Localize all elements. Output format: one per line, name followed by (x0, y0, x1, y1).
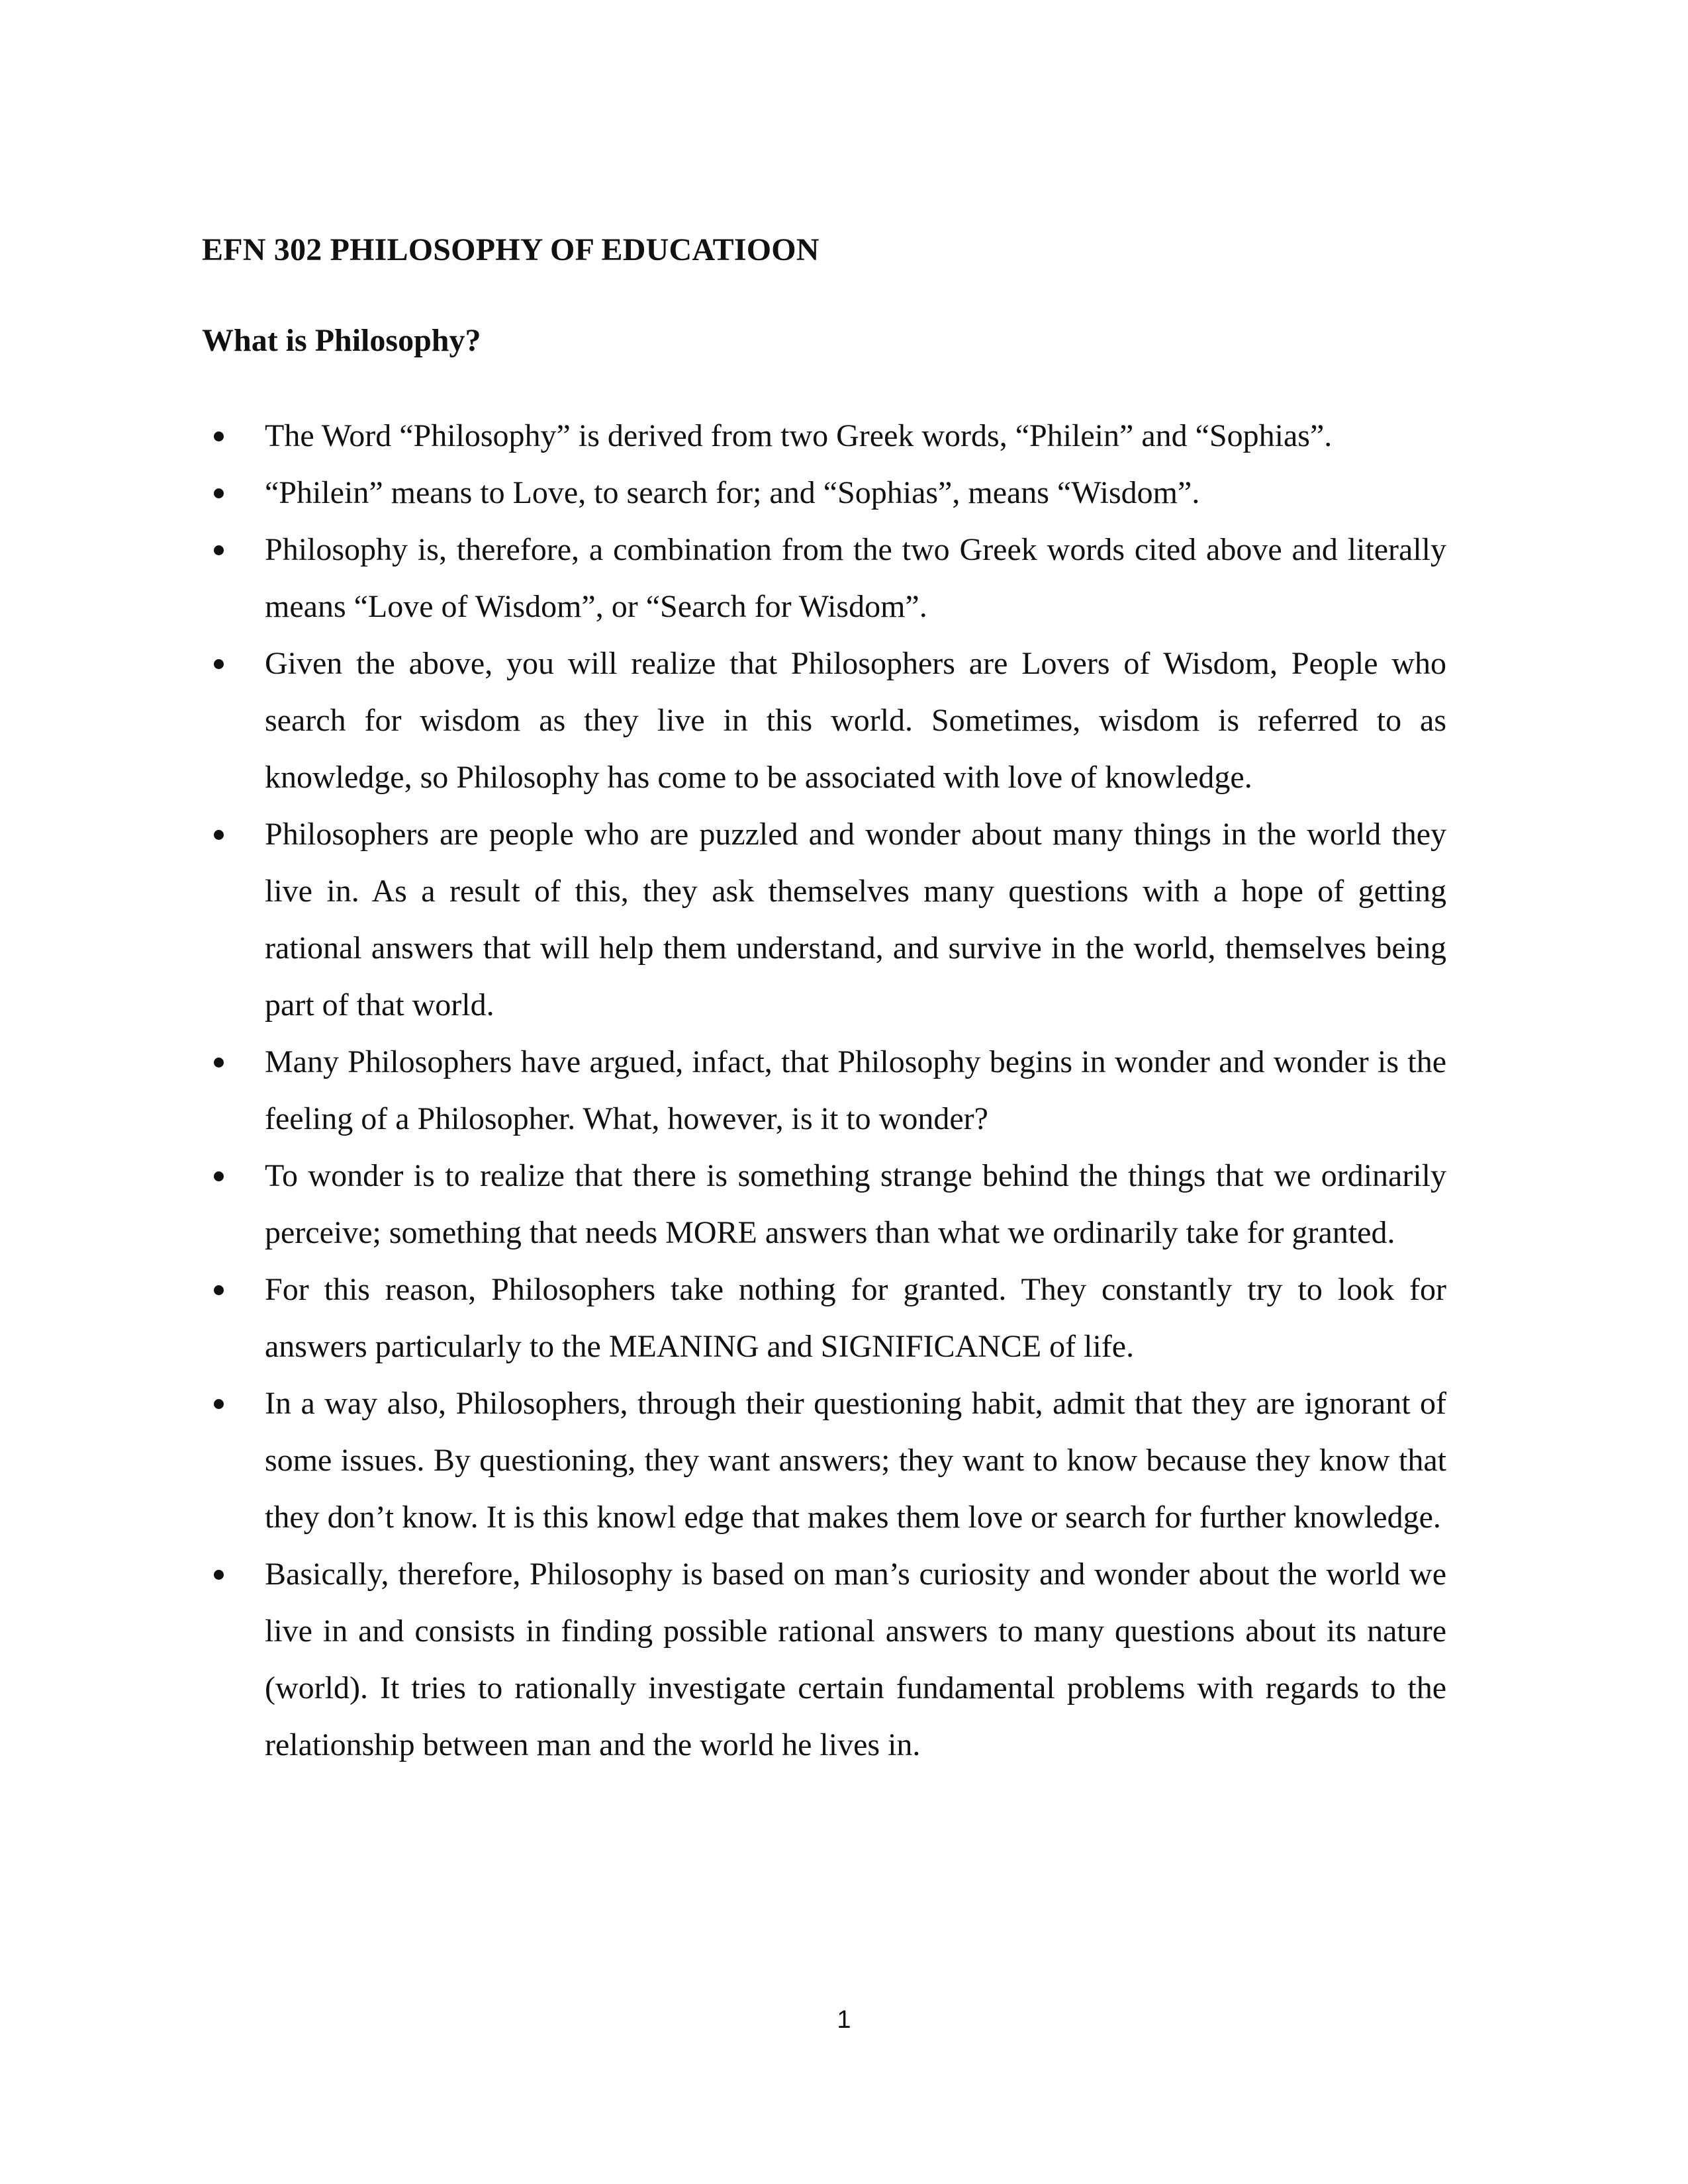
list-item-text: Philosophy is, therefore, a combination from the two Greek words cited above and literally means “Love of Wisdom”, or “Search for Wisdom”. (265, 532, 1446, 624)
list-item-text: Given the above, you will realize that Philosophers are Lovers of Wisdom, People who search for wisdom as they live in this world. Sometimes, wisdom is referred to as knowledge, so Philosophy has come to be associated with love of knowledge. (265, 646, 1446, 795)
list-item (0, 1148, 1446, 1261)
list-item-text: Basically, therefore, Philosophy is based on man’s curiosity and wonder about the world we live in and consists in finding possible rational answers to many questions about its nature (world). It tries to rationally investigate certain fundamental problems with regards to the relationship between man and the world he lives in. (265, 1557, 1446, 1762)
section-heading: What is Philosophy? (202, 323, 481, 358)
list-item-text: In a way also, Philosophers, through their questioning habit, admit that they are ignorant of some issues. By questioning, they want answers; they want to know because they know that they don’t know. It is this knowl edge that makes them love or search for further knowledge. (265, 1386, 1446, 1535)
list-item-text: Many Philosophers have argued, infact, that Philosophy begins in wonder and wonder is the feeling of a Philosopher. What, however, is it to wonder? (265, 1044, 1446, 1136)
bullet-dot-icon (214, 1399, 224, 1409)
bullet-dot-icon (214, 1285, 224, 1295)
bullet-dot-icon (214, 1058, 224, 1068)
list-item (0, 408, 1446, 465)
bullet-list (0, 408, 1688, 1774)
list-item-text: To wonder is to realize that there is something strange behind the things that we ordinarily perceive; something that needs MORE answers than what we ordinarily take for granted. (265, 1158, 1446, 1250)
list-item-text: The Word “Philosophy” is derived from two Greek words, “Philein” and “Sophias”. (265, 418, 1333, 453)
bullet-dot-icon (214, 659, 224, 669)
list-item (0, 1546, 1446, 1774)
list-item-text: Philosophers are people who are puzzled and wonder about many things in the world they live in. As a result of this, they ask themselves many questions with a hope of getting rational answers that will help them understand, and survive in the world, themselves being part of that world. (265, 817, 1446, 1023)
list-item (0, 635, 1446, 806)
list-item-text: “Philein” means to Love, to search for; and “Sophias”, means “Wisdom”. (265, 475, 1200, 510)
list-item (0, 806, 1446, 1034)
list-item (0, 465, 1446, 522)
bullet-dot-icon (214, 432, 224, 441)
list-item (0, 1261, 1446, 1375)
list-item (0, 1375, 1446, 1546)
list-item-text: For this reason, Philosophers take nothing for granted. They constantly try to look for answers particularly to the MEANING and SIGNIFICANCE of life. (265, 1272, 1446, 1364)
course-title: EFN 302 PHILOSOPHY OF EDUCATIOON (202, 232, 820, 267)
list-item (0, 522, 1446, 635)
bullet-dot-icon (214, 545, 224, 555)
bullet-dot-icon (214, 488, 224, 498)
page-number: 1 (837, 2006, 851, 2034)
bullet-dot-icon (214, 1570, 224, 1580)
bullet-dot-icon (214, 830, 224, 840)
list-item (0, 1034, 1446, 1148)
bullet-dot-icon (214, 1171, 224, 1181)
